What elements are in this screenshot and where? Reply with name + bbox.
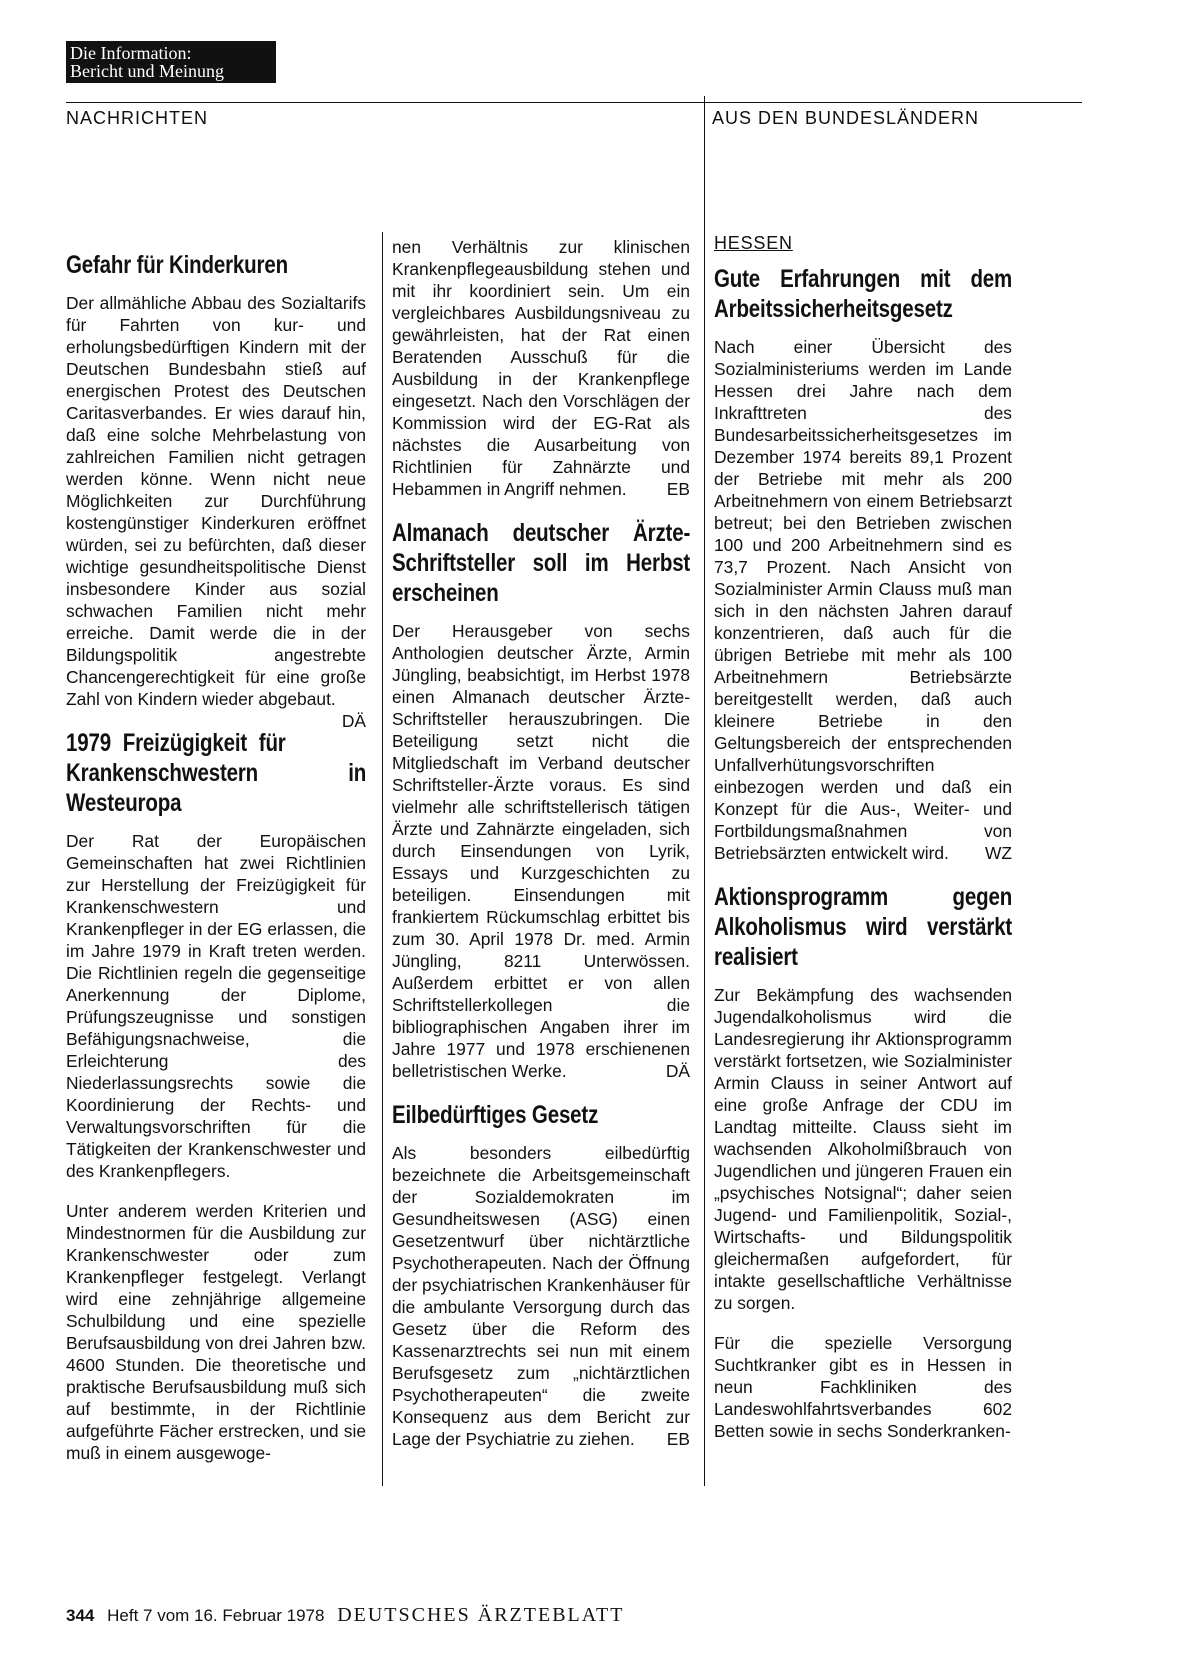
journal-name: DEUTSCHES ÄRZTEBLATT <box>337 1604 625 1626</box>
author-signature: WZ <box>984 843 1012 863</box>
article-title: Gute Erfahrungen mit dem Arbeitssicherheitsgesetz <box>714 265 1013 323</box>
article-text: Der Herausgeber von sechs Anthologien deutscher Ärzte, Armin Jüngling, beabsichtigt, im Herbst 1978 einen Almanach deutscher Ärzte-Schriftsteller herauszubringen. Die Beteiligung setzt nicht die Mitgliedschaft im Verband deutscher Schriftsteller-Ärzte voraus. Es sind vielmehr alle schriftstellerisch tätigen Ärzte und Zahnärzte eingeladen, sich durch Einsendungen von Lyrik, Essays und Kurzgeschichten zu beteiligen. Einsendungen mit frankiertem Rückumschlag erbittet bis zum 30. April 1978 Dr. med. Armin Jüngling, 8211 Unterwössen. Außerdem erbittet er von allen Schriftstellerkollegen die bibliographischen Angaben ihrer im Jahre 1977 und 1978 erschienenen belletristischen Werke. <box>392 621 690 1081</box>
page-footer <box>66 1604 624 1627</box>
section-label-left: NACHRICHTEN <box>66 108 209 128</box>
region-kicker: HESSEN <box>714 233 793 253</box>
section-label-right: AUS DEN BUNDESLÄNDERN <box>712 108 980 128</box>
article-title: 1979 Freizügigkeit für Krankenschwestern in Westeuropa <box>66 729 367 817</box>
article-title: Almanach deutscher Ärzte-Schriftsteller soll im Herbst erscheinen <box>392 519 691 607</box>
masthead <box>66 41 276 83</box>
article-body: Für die spezielle Versorgung Suchtkranker gibt es in Hessen in neun Fachkliniken des Landeswohlfahrtsverbandes 602 Betten sowie in sechs Sonderkranken- <box>714 1333 1012 1441</box>
article-body <box>66 292 366 731</box>
header-rule <box>66 102 1082 103</box>
issue-info: Heft 7 vom 16. Februar 1978 <box>107 1606 325 1625</box>
author-signature: DÄ <box>665 1061 690 1081</box>
author-signature: EB <box>666 479 690 499</box>
masthead-line-2: Bericht und Meinung <box>70 61 224 81</box>
article-body: Der Rat der Europäischen Gemeinschaften hat zwei Richtlinien zur Herstellung der Freizügigkeit für Krankenschwestern und Krankenpfleger in der EG erlassen, die im Jahre 1979 in Kraft treten werden. Die Richtlinien regeln die gegenseitige Anerkennung der Diplome, Prüfungszeugnisse und sonstigen Befähigungsnachweise, die Erleichterung des Niederlassungsrechts sowie die Koordinierung der Rechts- und Verwaltungsvorschriften für die Tätigkeiten der Krankenschwester und des Krankenpflegers. <box>66 831 366 1181</box>
article-body: Unter anderem werden Kriterien und Mindestnormen für die Ausbildung zur Krankenschwester oder zum Krankenpfleger festgelegt. Verlangt wird eine zehnjährige allgemeine Schulbildung und eine spezielle Berufsausbildung von drei Jahren bzw. 4600 Stunden. Die theoretische und praktische Berufsausbildung muß sich auf bestimmte, in der Richtlinie aufgeführte Fächer erstrecken, und sie muß in einem ausgewoge- <box>66 1201 366 1463</box>
author-signature: EB <box>666 1429 690 1449</box>
article-title: Eilbedürftiges Gesetz <box>392 1101 599 1129</box>
section-divider <box>704 96 705 232</box>
article-title: Gefahr für Kinderkuren <box>66 251 288 279</box>
article-text: Nach einer Übersicht des Sozialministeriums werden im Lande Hessen drei Jahre nach dem Inkrafttreten des Bundesarbeitssicherheitsgesetzes im Dezember 1974 bereits 89,1 Prozent der Betriebe mit mehr als 200 Arbeitnehmern von einem Betriebsarzt betreut; bei den Betrieben zwischen 100 und 200 Arbeitnehmern sind es 73,7 Prozent. Nach Ansicht von Sozialminister Armin Clauss muß man sich in den nächsten Jahren darauf konzentrieren, daß auch für die übrigen Betriebe mit mehr als 100 Arbeitnehmern Betriebsärzte bereitgestellt werden, daß auch kleinere Betriebe in den Geltungsbereich der entsprechenden Unfallverhütungsvorschriften einbezogen werden und daß ein Konzept für die Aus-, Weiter- und Fortbildungsmaßnahmen von Betriebsärzten entwickelt wird. <box>714 337 1012 863</box>
author-signature: DÄ <box>341 711 366 731</box>
page-number: 344 <box>66 1606 95 1625</box>
article-body <box>392 236 690 500</box>
article-body: Zur Bekämpfung des wachsenden Jugendalkoholismus wird die Landesregierung ihr Aktionsprogramm verstärkt fortsetzen, wie Sozialminister Armin Clauss in seiner Antwort auf eine große Anfrage der CDU im Landtag mitteilte. Clauss sieht im wachsenden Alkoholmißbrauch von Jugendlichen und jüngeren Frauen ein „psychisches Notsignal“; daher seien Jugend- und Familienpolitik, Sozial-, Wirtschafts- und Bildungspolitik gleichermaßen aufgefordert, für intakte gesellschaftliche Verhältnisse zu sorgen. <box>714 985 1012 1313</box>
article-title: Aktionsprogramm gegen Alkoholismus wird verstärkt realisiert <box>714 883 1013 971</box>
article-text: Der allmähliche Abbau des Sozialtarifs für Fahrten von kur- und erholungsbedürftigen Kindern mit der Deutschen Bundesbahn stieß auf energischen Protest des Deutschen Caritasverbandes. Er wies darauf hin, daß eine solche Mehrbelastung von zahlreichen Familien nicht getragen werden könne. Wenn nicht neue Möglichkeiten zur Durchführung kostengünstiger Kinderkuren eröffnet würden, sei zu befürchten, daß dieser wichtige gesundheitspolitische Dienst insbesondere Kinder aus sozial schwachen Familien nicht mehr erreiche. Damit werde die in der Bildungspolitik angestrebte Chancengerechtigkeit für eine große Zahl von Kindern wieder abgebaut. <box>66 293 366 709</box>
column-2 <box>392 236 690 1468</box>
masthead-line-1: Die Information: <box>70 43 192 63</box>
article-body <box>714 336 1012 864</box>
column-divider-2 <box>704 232 705 1486</box>
column-divider-1 <box>382 232 383 1486</box>
column-1 <box>66 250 366 1482</box>
column-3 <box>714 232 1012 1460</box>
article-body <box>392 1142 690 1450</box>
article-text: Als besonders eilbedürftig bezeichnete die Arbeitsgemeinschaft der Sozialdemokraten im Gesundheitswesen (ASG) einen Gesetzentwurf über nichtärztliche Psychotherapeuten. Nach der Öffnung der psychiatrischen Krankenhäuser für die ambulante Versorgung durch das Gesetz über die Reform des Kassenarztrechts sei nun mit einem Berufsgesetz zum „nichtärztlichen Psychotherapeuten“ die zweite Konsequenz aus dem Bericht zur Lage der Psychiatrie zu ziehen. <box>392 1143 690 1449</box>
article-text: nen Verhältnis zur klinischen Krankenpflegeausbildung stehen und mit ihr koordiniert sein. Um ein vergleichbares Ausbildungsniveau zu gewährleisten, hat der Rat einen Beratenden Ausschuß für die Ausbildung in der Krankenpflege eingesetzt. Nach den Vorschlägen der Kommission wird der EG-Rat als nächstes die Ausarbeitung von Richtlinien für Zahnärzte und Hebammen in Angriff nehmen. <box>392 237 690 499</box>
article-body <box>392 620 690 1082</box>
